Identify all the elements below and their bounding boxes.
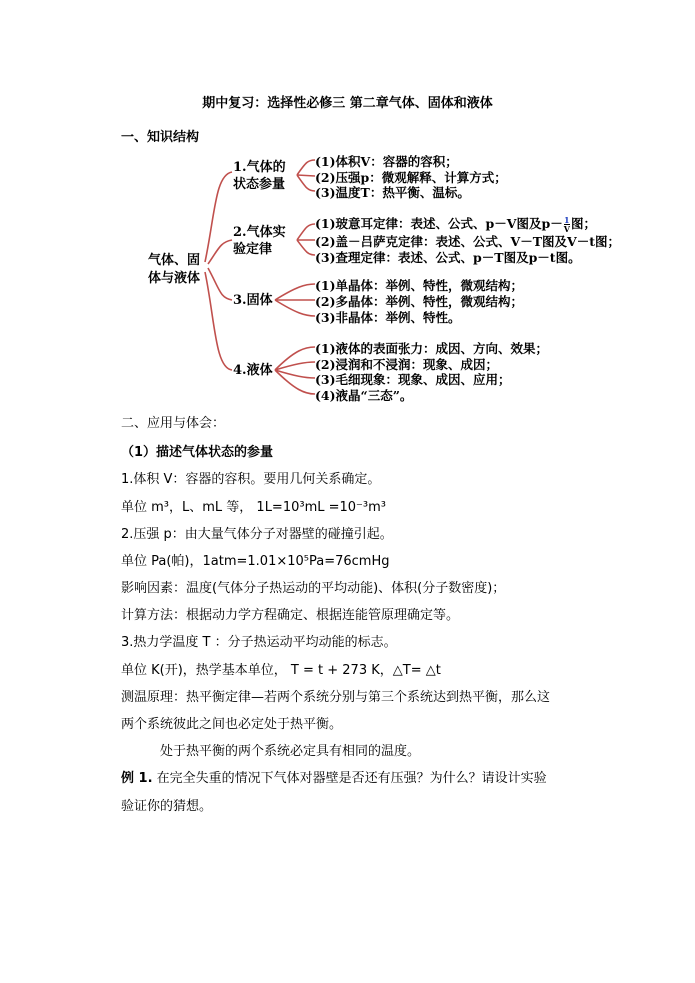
- leaf-volume: (1)体积V：容器的容积；: [315, 154, 458, 169]
- connector-root-liquid: [205, 272, 232, 370]
- branch-gas-law: [233, 224, 286, 258]
- leaf-capillary: (3)毛细现象：现象、成因、应用；: [315, 372, 511, 387]
- text-measurement-principle: 测温原理：热平衡定律—若两个系统分别与第三个系统达到热平衡，那么这: [121, 690, 551, 705]
- leaf-charles-law: (3)查理定律：表述、公式、p－T图及p－t图。: [315, 250, 581, 265]
- leaf-polycrystal: (2)多晶体：举例、特性，微观结构；: [315, 294, 524, 309]
- text-volume-unit: 单位 m³，L、mL 等， 1L=10³mL =10⁻³m³: [121, 500, 387, 515]
- leaf-pressure: (2)压强p：微观解释、计算方式；: [315, 170, 507, 185]
- leaf-boyle-law-tail: 图；: [570, 216, 596, 231]
- branch-gas-state: [233, 159, 286, 193]
- subsection-heading-state-parameters: （1）描述气体状态的参量: [121, 445, 274, 460]
- leaf-liquid-crystal: (4)液晶“三态”。: [315, 388, 413, 403]
- leaf-gay-lussac-law: (2)盖－吕萨克定律：表述、公式、V－T图及V－t图；: [315, 234, 620, 249]
- branch-solid: 3.固体: [233, 293, 273, 308]
- example-1: [121, 767, 547, 786]
- example-label: 例 1.: [121, 771, 153, 786]
- branch-gas-state-line1: 1.气体的: [233, 160, 286, 175]
- mindmap-root-line2: 体与液体: [148, 271, 201, 286]
- mindmap-root-line1: 气体、固: [148, 253, 201, 268]
- text-thermal-equilibrium: 处于热平衡的两个系统必定具有相同的温度。: [160, 744, 421, 759]
- text-influence-factors: 影响因素：温度(气体分子热运动的平均动能)、体积(分子数密度)；: [121, 581, 506, 596]
- text-temperature-unit: 单位 K(开)，热学基本单位， T = t + 273 K，△T= △t: [121, 663, 441, 678]
- text-pressure-unit: 单位 Pa(帕)，1atm=1.01×10⁵Pa=76cmHg: [121, 554, 390, 569]
- leaf-surface-tension: (1)液体的表面张力：成因、方向、效果；: [315, 341, 549, 356]
- example-question: 在完全失重的情况下气体对器壁是否还有压强？为什么？请设计实验: [156, 771, 547, 786]
- text-calculation-method: 计算方法：根据动力学方程确定、根据连能管原理确定等。: [121, 608, 460, 623]
- leaf-wetting: (2)浸润和不浸润：现象、成因；: [315, 357, 499, 372]
- leaf-temperature: (3)温度T：热平衡、温标。: [315, 185, 470, 200]
- text-temperature: 3.热力学温度 T ：分子热运动平均动能的标志。: [121, 635, 397, 650]
- text-volume: 1.体积 V：容器的容积。要用几何关系确定。: [121, 472, 381, 487]
- section-heading-knowledge-structure: 一、知识结构: [121, 130, 200, 145]
- leaf-single-crystal: (1)单晶体：举例、特性，微观结构；: [315, 278, 524, 293]
- leaf-boyle-law: [315, 214, 596, 233]
- connector-root-solid: [208, 268, 232, 300]
- leaf-boyle-law-text: (1)玻意耳定律：表述、公式、p－V图及p－: [315, 216, 563, 231]
- example-1-cont: 验证你的猜想。: [121, 799, 213, 814]
- fraction-1-over-v: [564, 216, 570, 233]
- branch-gas-state-line2: 状态参量: [233, 177, 286, 192]
- branch-gas-law-line2: 验定律: [233, 242, 273, 257]
- page-title: 期中复习：选择性必修三 第二章气体、固体和液体: [202, 96, 493, 111]
- text-measurement-principle-cont: 两个系统彼此之间也必定处于热平衡。: [121, 717, 343, 732]
- branch-liquid: 4.液体: [233, 363, 273, 378]
- branch-gas-law-line1: 2.气体实: [233, 225, 286, 240]
- connector-root-gas-law: [208, 240, 232, 264]
- mindmap-root: [148, 252, 200, 288]
- fraction-denominator: V: [563, 224, 570, 234]
- section-heading-application: 二、应用与体会：: [121, 416, 226, 431]
- leaf-amorphous: (3)非晶体：举例、特性。: [315, 310, 461, 325]
- text-pressure: 2.压强 p：由大量气体分子对器壁的碰撞引起。: [121, 527, 393, 542]
- fraction-numerator: 1: [564, 215, 570, 225]
